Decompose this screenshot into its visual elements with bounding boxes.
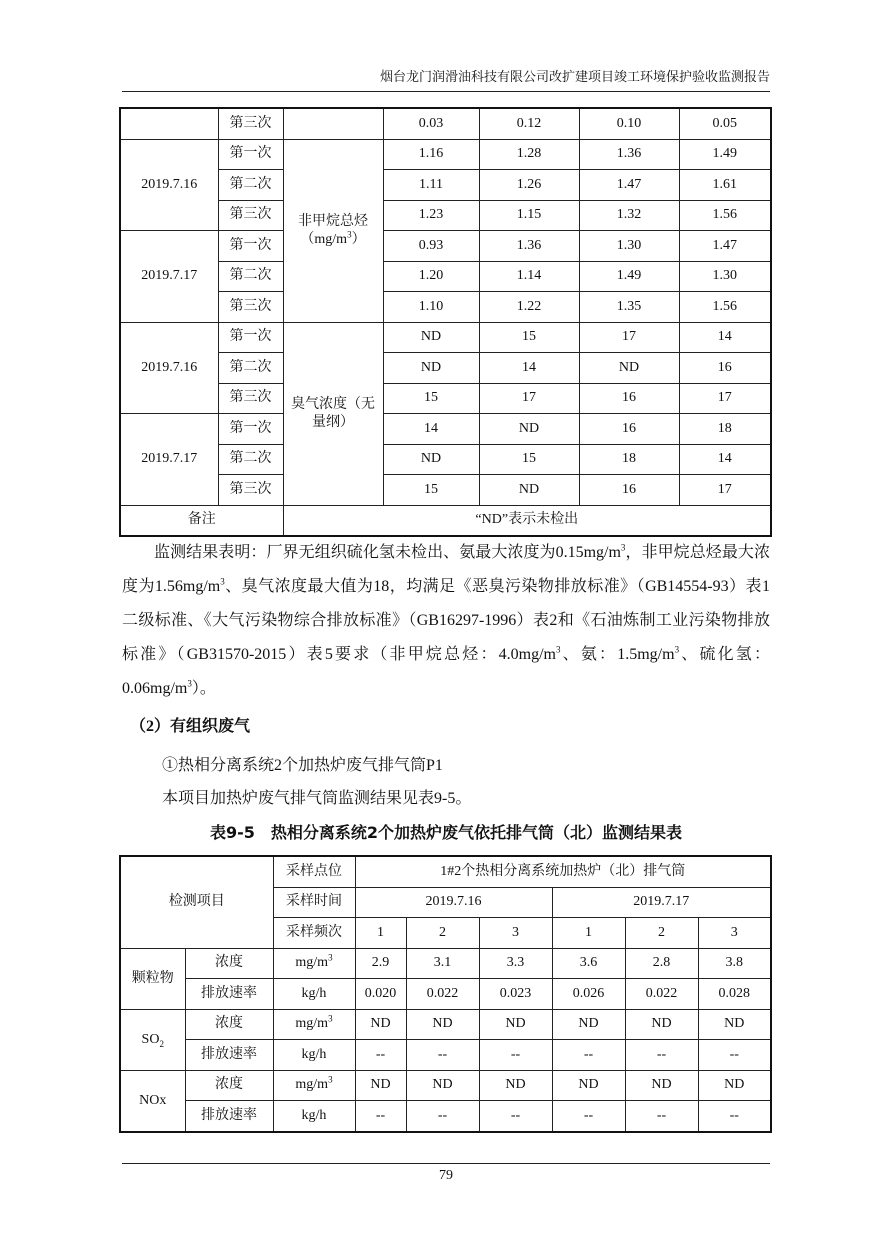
- param-unit: $(mg/m^3)$: [300, 228, 366, 247]
- freq-cell: 1: [552, 918, 625, 949]
- param-label: 臭气浓度（无: [291, 396, 375, 412]
- table-row: [120, 1040, 771, 1071]
- value-cell: 1.47: [579, 170, 679, 201]
- value-cell: 1.15: [479, 200, 579, 231]
- date-cell: [120, 108, 218, 139]
- value-cell: 0.93: [383, 231, 479, 262]
- value-cell: ND: [625, 1009, 698, 1040]
- note-label: 备注: [120, 505, 283, 536]
- value-cell: ND: [406, 1070, 479, 1101]
- value-cell: 1.30: [579, 231, 679, 262]
- value-cell: 18: [579, 444, 679, 475]
- value-cell: --: [625, 1101, 698, 1132]
- value-cell: 3.1: [406, 948, 479, 979]
- value-cell: ND: [355, 1009, 406, 1040]
- note-row: [120, 505, 771, 536]
- date-cell: 2019.7.17: [120, 414, 218, 506]
- value-cell: 0.05: [679, 108, 771, 139]
- times-cell: 第二次: [218, 261, 283, 292]
- date-cell: 2019.7.16: [120, 322, 218, 414]
- table-row: [120, 200, 771, 231]
- value-cell: 1.49: [679, 139, 771, 170]
- table-title: 表9-5 热相分离系统2个加热炉废气依托排气筒（北）监测结果表: [209, 823, 683, 842]
- page-header: 烟台龙门润滑油科技有限公司改扩建项目竣工环境保护验收监测报告: [122, 66, 770, 92]
- unit-cell: $mg/m^3$: [273, 1070, 355, 1101]
- times-cell: 第二次: [218, 170, 283, 201]
- times-cell: 第一次: [218, 139, 283, 170]
- value-cell: --: [479, 1101, 552, 1132]
- table-row: [120, 856, 771, 887]
- table-row: [120, 170, 771, 201]
- section-title: （2）有组织废气: [130, 718, 251, 735]
- value-cell: 1.49: [579, 261, 679, 292]
- date-cell: 2019.7.16: [120, 139, 218, 231]
- value-cell: 1.10: [383, 292, 479, 323]
- unorganized-emission-table: [119, 107, 772, 537]
- value-cell: 16: [679, 353, 771, 384]
- value-cell: --: [698, 1101, 771, 1132]
- freq-cell: 2: [625, 918, 698, 949]
- header-cell: 采样点位: [273, 856, 355, 887]
- value-cell: 0.10: [579, 108, 679, 139]
- value-cell: 14: [479, 353, 579, 384]
- value-cell: 15: [479, 322, 579, 353]
- value-cell: 0.022: [406, 979, 479, 1010]
- value-cell: 3.3: [479, 948, 552, 979]
- header-cell: 采样频次: [273, 918, 355, 949]
- value-cell: ND: [552, 1070, 625, 1101]
- times-cell: 第二次: [218, 444, 283, 475]
- value-cell: 1.28: [479, 139, 579, 170]
- value-cell: 1.36: [479, 231, 579, 262]
- unit-cell: kg/h: [273, 1101, 355, 1132]
- times-cell: 第三次: [218, 108, 283, 139]
- value-cell: --: [406, 1101, 479, 1132]
- value-cell: 17: [679, 475, 771, 506]
- header-cell: 2019.7.16: [355, 887, 552, 918]
- value-cell: 0.03: [383, 108, 479, 139]
- pollutant-name: NOx: [120, 1070, 185, 1132]
- value-cell: ND: [383, 322, 479, 353]
- value-cell: 14: [679, 322, 771, 353]
- value-cell: 2.9: [355, 948, 406, 979]
- table-row: [120, 948, 771, 979]
- value-cell: 14: [679, 444, 771, 475]
- table-row: [120, 414, 771, 445]
- param-cell: [283, 108, 383, 139]
- value-cell: 2.8: [625, 948, 698, 979]
- section-text: 本项目加热炉废气排气筒监测结果见表9-5。: [162, 790, 472, 807]
- param-cell: [283, 322, 383, 505]
- times-cell: 第一次: [218, 231, 283, 262]
- value-cell: 3.8: [698, 948, 771, 979]
- table-row: [120, 353, 771, 384]
- value-cell: --: [552, 1040, 625, 1071]
- metric-cell: 浓度: [185, 948, 273, 979]
- freq-cell: 2: [406, 918, 479, 949]
- value-cell: 16: [579, 414, 679, 445]
- result-paragraph: 监测结果表明：厂界无组织硫化氢未检出、氨最大浓度为$0.15mg/m^3$，非甲烷总烃最大浓度为$1.56mg/m^3$、臭气浓度最大值为18，均满足《恶臭污染物排放标准》（GB14554-93）表1二级标准、《大气污染物综合排放标准》（GB16297-1996）表2和《石油炼制工业污染物排放标准》（GB31570-2015）表5要求（非甲烷总烃：$4.0mg/m^3$、氨：$1.5mg/m^3$、硫化氢：$0.06mg/m^3$）。: [122, 542, 770, 697]
- value-cell: 1.26: [479, 170, 579, 201]
- value-cell: --: [355, 1101, 406, 1132]
- value-cell: 1.56: [679, 200, 771, 231]
- times-cell: 第一次: [218, 322, 283, 353]
- table-row: [120, 444, 771, 475]
- value-cell: 0.022: [625, 979, 698, 1010]
- table-row: [120, 261, 771, 292]
- unit-cell: kg/h: [273, 1040, 355, 1071]
- metric-cell: 排放速率: [185, 1040, 273, 1071]
- param-label: 量纲）: [312, 414, 354, 430]
- section-item: ①热相分离系统2个加热炉废气排气筒P1: [162, 757, 443, 774]
- header-cell: 1#2个热相分离系统加热炉（北）排气筒: [355, 856, 771, 887]
- table-row: [120, 383, 771, 414]
- value-cell: 0.026: [552, 979, 625, 1010]
- value-cell: ND: [383, 444, 479, 475]
- value-cell: --: [552, 1101, 625, 1132]
- value-cell: --: [479, 1040, 552, 1071]
- value-cell: 18: [679, 414, 771, 445]
- value-cell: ND: [625, 1070, 698, 1101]
- pollutant-name: $SO_2$: [120, 1009, 185, 1070]
- value-cell: 15: [479, 444, 579, 475]
- value-cell: 1.20: [383, 261, 479, 292]
- value-cell: 0.028: [698, 979, 771, 1010]
- page-number: 79: [439, 1168, 453, 1183]
- value-cell: 0.023: [479, 979, 552, 1010]
- value-cell: ND: [479, 414, 579, 445]
- table-row: [120, 231, 771, 262]
- value-cell: ND: [479, 1070, 552, 1101]
- value-cell: 17: [679, 383, 771, 414]
- param-label: 非甲烷总烃: [298, 213, 368, 229]
- value-cell: 1.16: [383, 139, 479, 170]
- value-cell: 1.35: [579, 292, 679, 323]
- freq-cell: 3: [698, 918, 771, 949]
- value-cell: 15: [383, 383, 479, 414]
- times-cell: 第三次: [218, 383, 283, 414]
- item-label: 检测项目: [120, 856, 273, 948]
- unit-cell: $mg/m^3$: [273, 1009, 355, 1040]
- pollutant-name: 颗粒物: [120, 948, 185, 1009]
- value-cell: --: [625, 1040, 698, 1071]
- header-cell: 2019.7.17: [552, 887, 771, 918]
- param-cell: [283, 139, 383, 322]
- date-cell: 2019.7.17: [120, 231, 218, 323]
- value-cell: 1.61: [679, 170, 771, 201]
- value-cell: 15: [383, 475, 479, 506]
- times-cell: 第三次: [218, 292, 283, 323]
- times-cell: 第一次: [218, 414, 283, 445]
- value-cell: 0.020: [355, 979, 406, 1010]
- value-cell: ND: [383, 353, 479, 384]
- unit-cell: $mg/m^3$: [273, 948, 355, 979]
- footer-divider: [122, 1163, 770, 1164]
- value-cell: 0.12: [479, 108, 579, 139]
- value-cell: ND: [479, 475, 579, 506]
- header-cell: 采样时间: [273, 887, 355, 918]
- unit-cell: kg/h: [273, 979, 355, 1010]
- table-row: [120, 292, 771, 323]
- value-cell: 16: [579, 383, 679, 414]
- value-cell: ND: [406, 1009, 479, 1040]
- value-cell: 1.22: [479, 292, 579, 323]
- times-cell: 第三次: [218, 475, 283, 506]
- value-cell: ND: [552, 1009, 625, 1040]
- table-row: [120, 1070, 771, 1101]
- metric-cell: 排放速率: [185, 1101, 273, 1132]
- freq-cell: 1: [355, 918, 406, 949]
- table-row: [120, 1009, 771, 1040]
- value-cell: 16: [579, 475, 679, 506]
- freq-cell: 3: [479, 918, 552, 949]
- table-row: [120, 139, 771, 170]
- value-cell: --: [355, 1040, 406, 1071]
- table-row: [120, 979, 771, 1010]
- table-row: [120, 1101, 771, 1132]
- value-cell: 1.11: [383, 170, 479, 201]
- value-cell: 1.32: [579, 200, 679, 231]
- table-row: [120, 322, 771, 353]
- value-cell: --: [698, 1040, 771, 1071]
- value-cell: ND: [579, 353, 679, 384]
- value-cell: ND: [698, 1070, 771, 1101]
- value-cell: ND: [698, 1009, 771, 1040]
- value-cell: 1.47: [679, 231, 771, 262]
- table-row: [120, 475, 771, 506]
- value-cell: --: [406, 1040, 479, 1071]
- note-text: “ND”表示未检出: [283, 505, 771, 536]
- metric-cell: 浓度: [185, 1009, 273, 1040]
- value-cell: 1.23: [383, 200, 479, 231]
- value-cell: 17: [579, 322, 679, 353]
- value-cell: 1.36: [579, 139, 679, 170]
- times-cell: 第二次: [218, 353, 283, 384]
- organized-emission-table: [119, 855, 772, 1133]
- value-cell: 3.6: [552, 948, 625, 979]
- metric-cell: 排放速率: [185, 979, 273, 1010]
- value-cell: 1.14: [479, 261, 579, 292]
- table-row: [120, 108, 771, 139]
- value-cell: 1.30: [679, 261, 771, 292]
- value-cell: 14: [383, 414, 479, 445]
- value-cell: ND: [355, 1070, 406, 1101]
- times-cell: 第三次: [218, 200, 283, 231]
- metric-cell: 浓度: [185, 1070, 273, 1101]
- value-cell: 1.56: [679, 292, 771, 323]
- value-cell: ND: [479, 1009, 552, 1040]
- value-cell: 17: [479, 383, 579, 414]
